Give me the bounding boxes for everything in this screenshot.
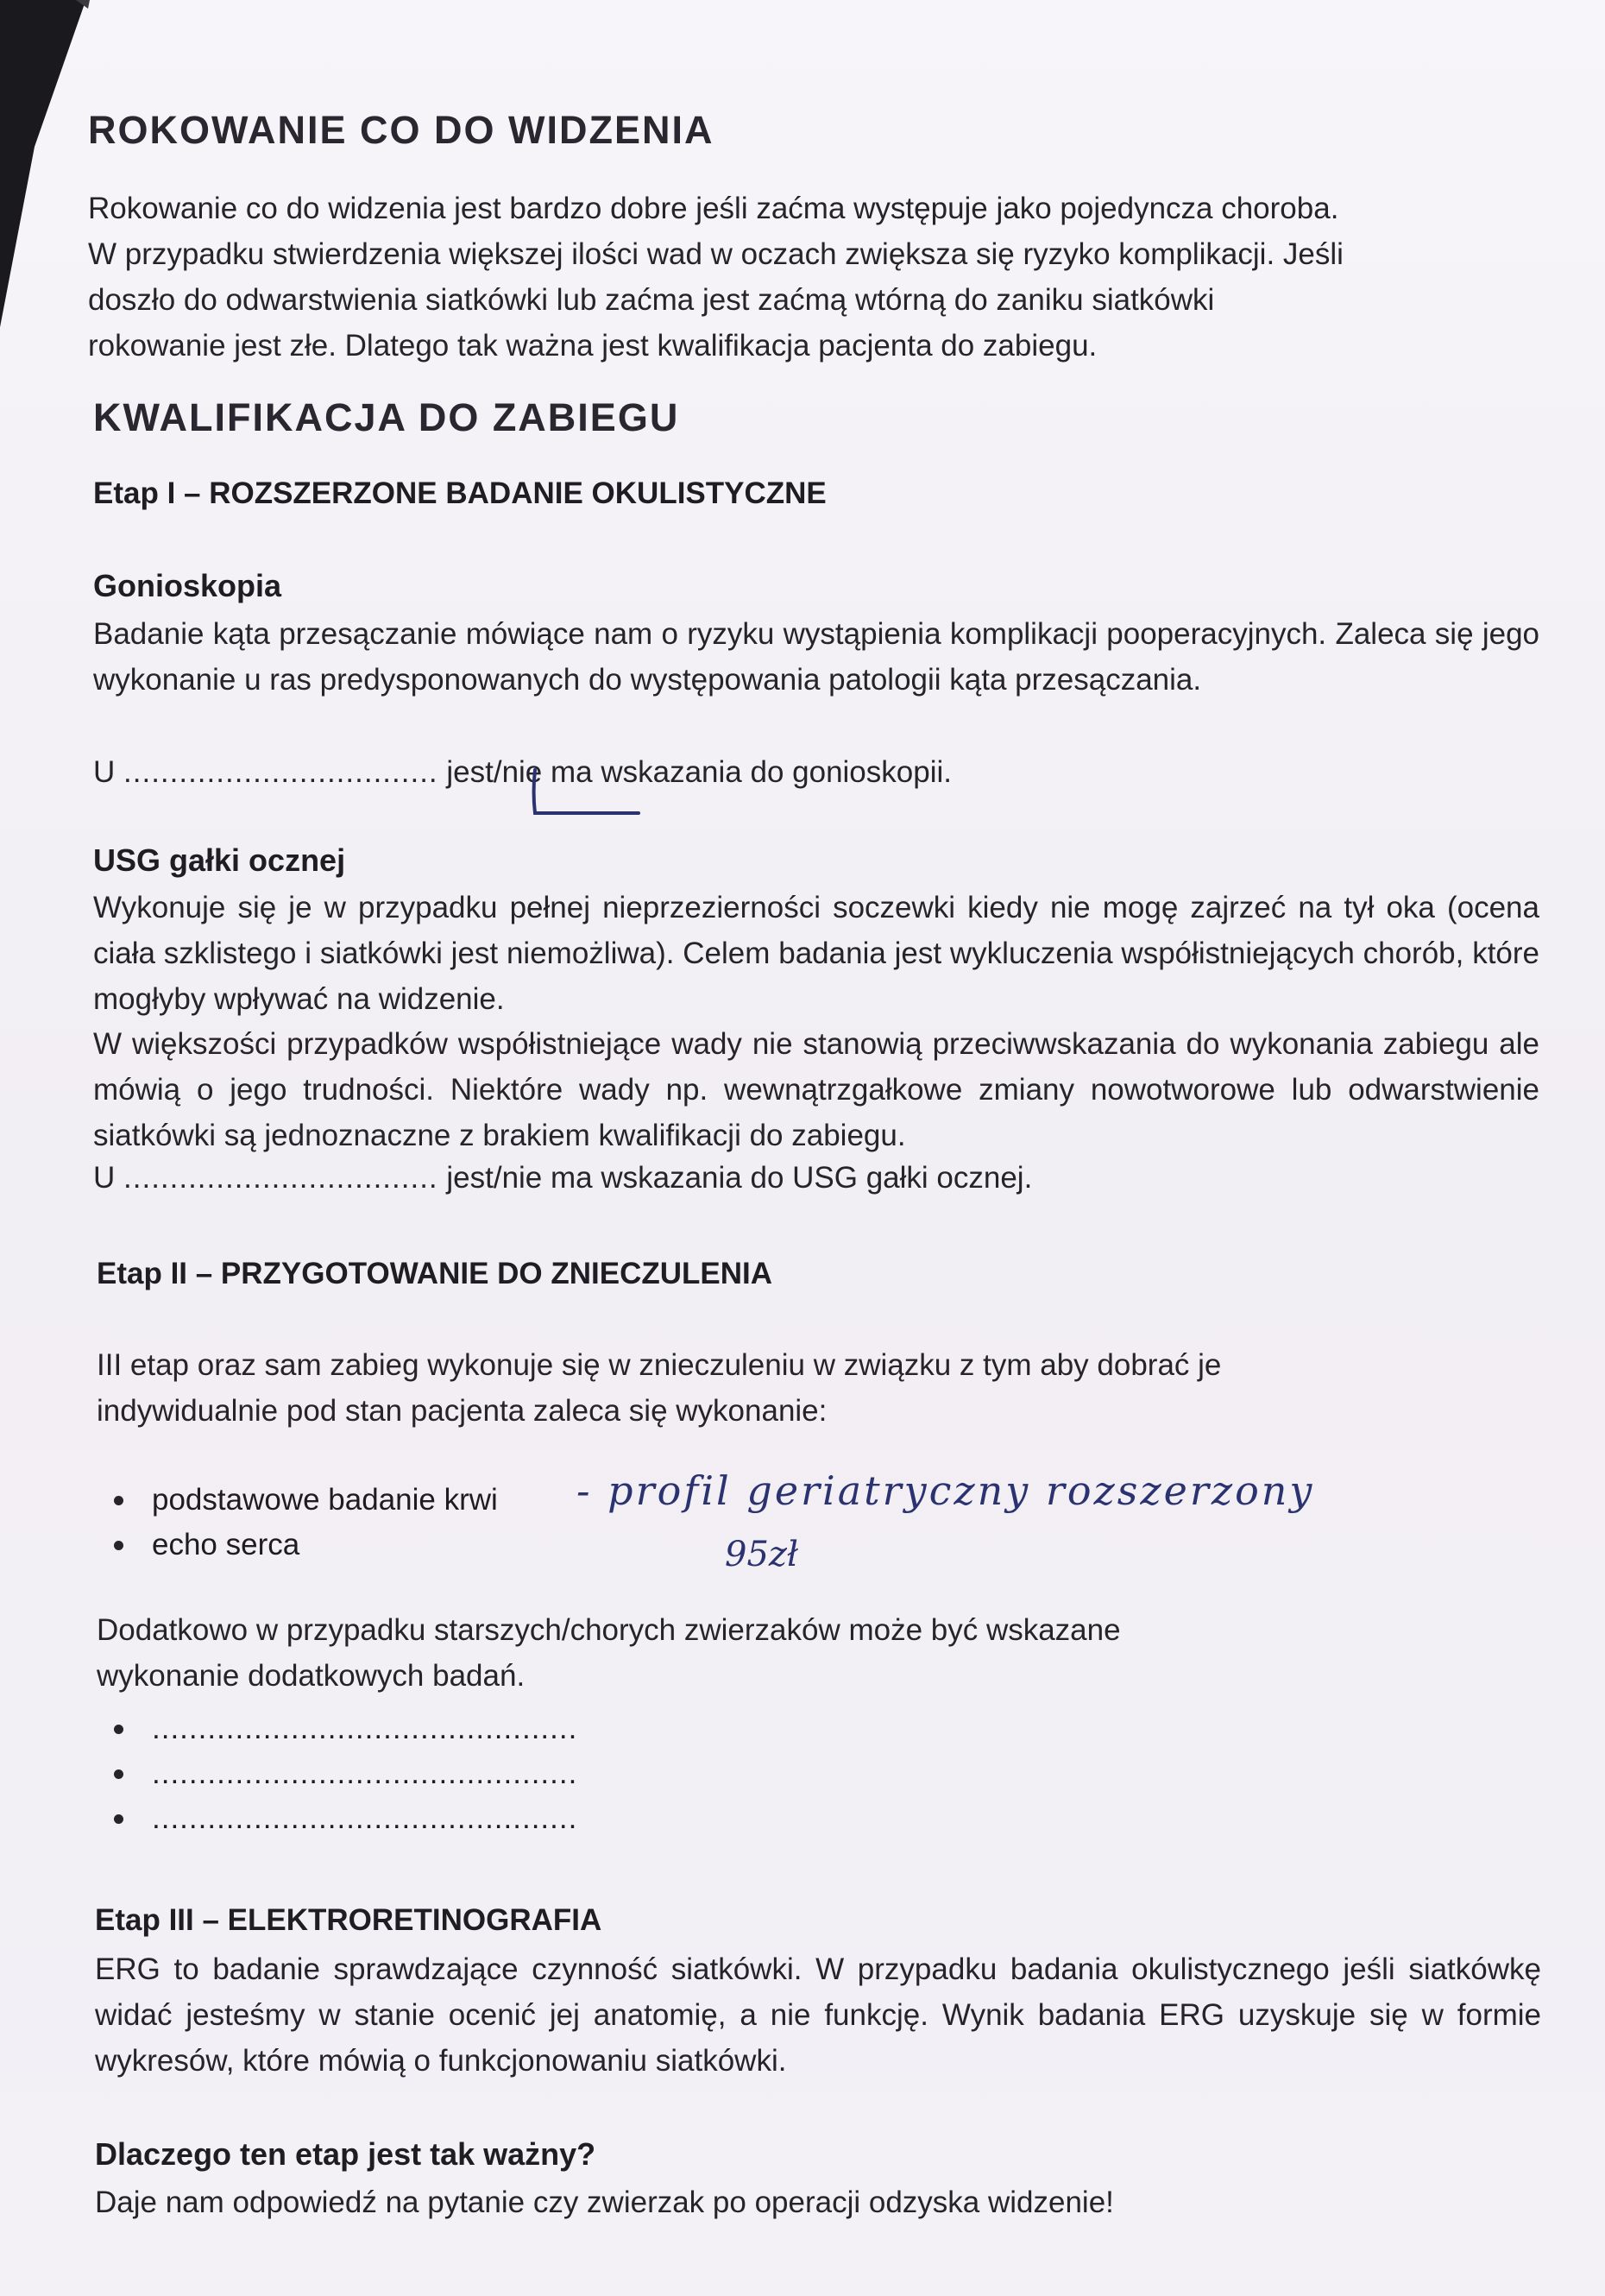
rokowanie-line-1: Rokowanie co do widzenia jest bardzo dobre jeśli zaćma występuje jako pojedyncza choroba. — [88, 192, 1339, 225]
fill-prefix: U — [93, 1161, 116, 1195]
usg-fill-line — [93, 1155, 1539, 1201]
list-item: .............................................. — [100, 1751, 577, 1796]
fill-blank: .................................. — [123, 1161, 438, 1195]
etap2-extra-line-2: wykonanie dodatkowych badań. — [97, 1659, 526, 1693]
gonioskopia-title: Gonioskopia — [93, 568, 282, 603]
gonioskopia-text: Badanie kąta przesączanie mówiące nam o ryzyku wystąpienia komplikacji pooperacyjnych. Zaleca się jego wykonanie u ras predysponowanych do występowania patologii kąta przesączania. — [93, 617, 1539, 697]
rokowanie-line-2: W przypadku stwierdzenia większej ilości wad w oczach zwiększa się ryzyko komplikacji. Jeśli — [88, 237, 1344, 271]
rokowanie-line-3: doszło do odwarstwienia siatkówki lub zaćma jest zaćmą wtórną do zaniku siatkówki — [88, 283, 1215, 317]
title-rokowanie: ROKOWANIE CO DO WIDZENIA — [88, 108, 714, 152]
etap3-title: Etap III – ELEKTRORETINOGRAFIA — [95, 1903, 602, 1937]
list-item: podstawowe badanie krwi — [100, 1478, 498, 1523]
list-item: .............................................. — [100, 1796, 577, 1841]
fill-blank: .................................. — [123, 755, 438, 789]
handwritten-price: 95zł — [725, 1535, 798, 1574]
usg-title: USG gałki ocznej — [93, 842, 346, 878]
gonioskopia-fill-line — [93, 749, 1539, 795]
list-item: echo serca — [100, 1523, 498, 1567]
etap2-blank-list — [100, 1706, 577, 1841]
fill-suffix: jest/nie ma wskazania do USG gałki ocznej. — [446, 1161, 1033, 1195]
list-item: .............................................. — [100, 1706, 577, 1751]
rokowanie-text — [88, 186, 1555, 369]
etap3-text: ERG to badanie sprawdzające czynność siatkówki. W przypadku badania okulistycznego jeśli siatkówkę widać jesteśmy w stanie ocenić jej anatomię, a nie funkcję. Wynik badania ERG uzyskuje się w formie wykresów, które mówią o funkcjonowaniu siatkówki. — [95, 1952, 1541, 2078]
etap1-title: Etap I – ROZSZERZONE BADANIE OKULISTYCZNE — [93, 476, 827, 510]
etap2-required-tests — [100, 1478, 498, 1567]
etap3-question: Dlaczego ten etap jest tak ważny? — [95, 2136, 596, 2172]
usg-text-2: W większości przypadków współistniejące wady nie stanowią przeciwwskazania do wykonania zabiegu ale mówią o jego trudności. Niektóre wady np. wewnątrzgałkowe zmiany nowotworowe lub odwarstwienie siatkówki są jednoznaczne z brakiem kwalifikacji do zabiegu. — [93, 1027, 1539, 1152]
fill-suffix: jest/nie ma wskazania do gonioskopii. — [446, 755, 952, 789]
pen-underline-mark — [483, 760, 656, 820]
usg-text-1: Wykonuje się je w przypadku pełnej nieprzezierności soczewki kiedy nie mogę zajrzeć na tył oka (ocena ciała szklistego i siatkówki jest niemożliwa). Celem badania jest wykluczenia współistniejących chorób, które mogłyby wpływać na widzenie. — [93, 891, 1539, 1016]
title-kwalifikacja: KWALIFIKACJA DO ZABIEGU — [93, 395, 680, 439]
etap2-extra-line-1: Dodatkowo w przypadku starszych/chorych zwierzaków może być wskazane — [97, 1613, 1121, 1647]
fill-prefix: U — [93, 755, 116, 789]
pen-icon — [0, 0, 95, 371]
etap3-answer: Daje nam odpowiedź na pytanie czy zwierzak po operacji odzyska widzenie! — [95, 2186, 1114, 2219]
etap2-intro-line-2: indywidualnie pod stan pacjenta zaleca się wykonanie: — [97, 1394, 828, 1428]
etap2-extra — [97, 1607, 1543, 1699]
rokowanie-line-4: rokowanie jest złe. Dlatego tak ważna jest kwalifikacja pacjenta do zabiegu. — [88, 329, 1098, 363]
etap2-title: Etap II – PRZYGOTOWANIE DO ZNIECZULENIA — [97, 1257, 773, 1290]
etap2-intro-line-1: III etap oraz sam zabieg wykonuje się w znieczuleniu w związku z tym aby dobrać je — [97, 1348, 1222, 1382]
handwritten-note: - profil geriatryczny rozszerzony — [576, 1467, 1315, 1514]
etap2-intro — [97, 1342, 1543, 1434]
